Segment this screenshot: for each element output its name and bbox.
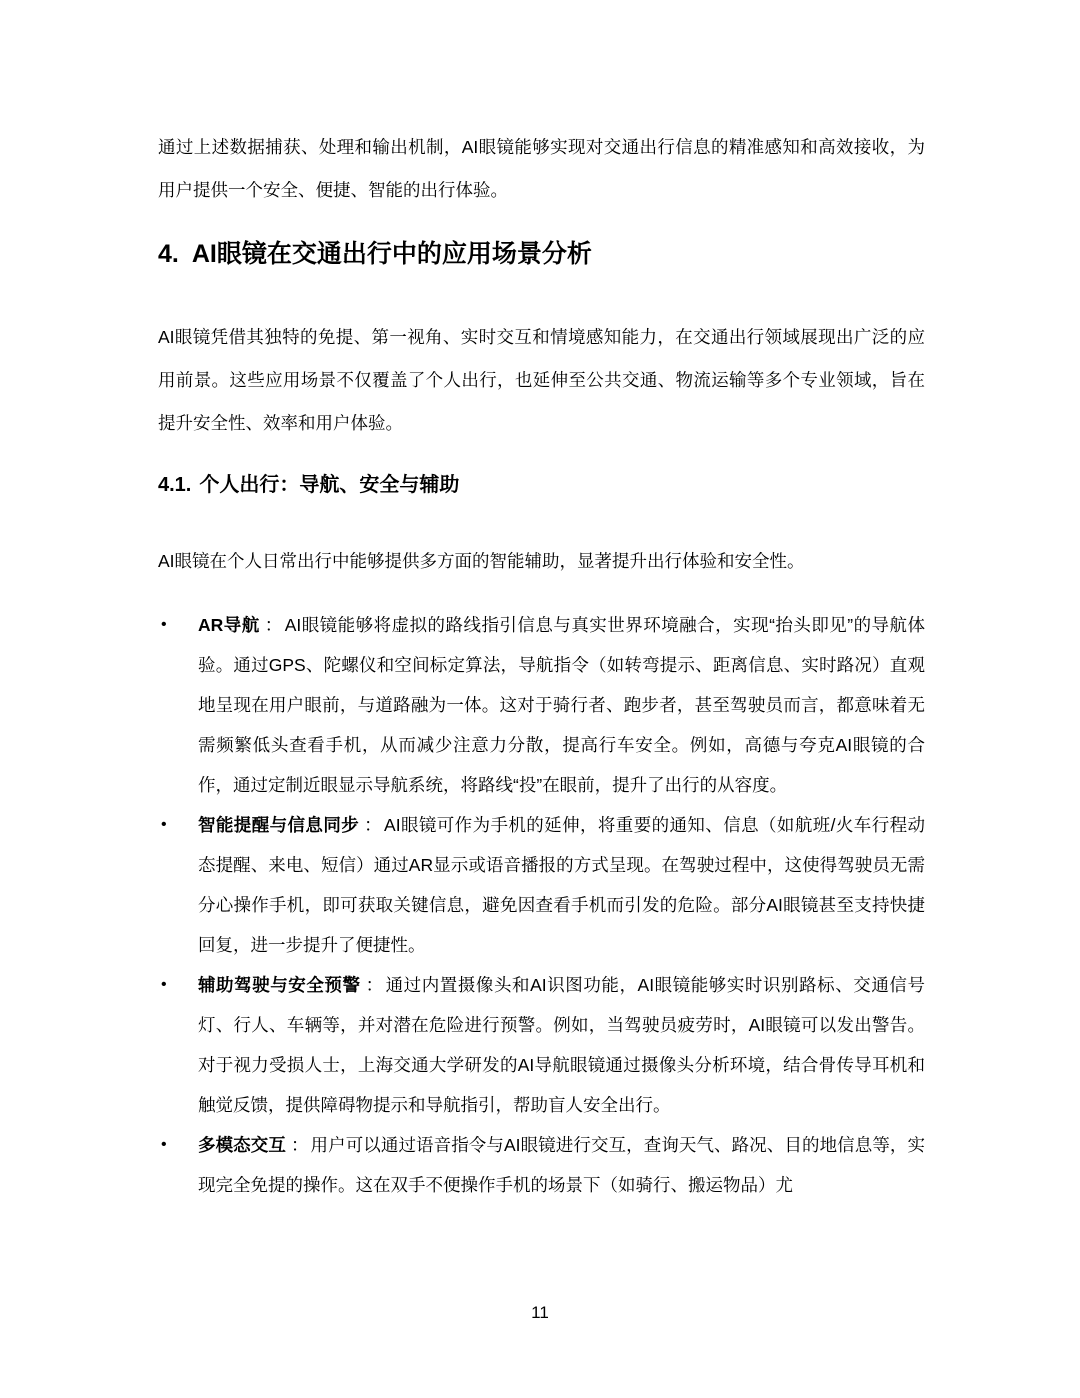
bullet-icon: • — [161, 976, 167, 993]
bullet-label: AR导航 — [198, 615, 260, 635]
list-item — [158, 965, 925, 1125]
subsection-lead-paragraph: AI眼镜在个人日常出行中能够提供多方面的智能辅助，显著提升出行体验和安全性。 — [158, 551, 805, 571]
bullet-icon: • — [161, 816, 167, 833]
bullet-text: 用户可以通过语音指令与AI眼镜进行交互，查询天气、路况、目的地信息等，实现完全免提的操作。这在双手不便操作手机的场景下（如骑行、搬运物品）尤 — [198, 1135, 925, 1195]
bullet-separator: ： — [365, 975, 384, 995]
page-number: 11 — [531, 1303, 549, 1322]
list-item — [158, 805, 925, 965]
list-item — [158, 1125, 925, 1205]
bullet-text: 通过内置摄像头和AI识图功能，AI眼镜能够实时识别路标、交通信号灯、行人、车辆等，并对潜在危险进行预警。例如，当驾驶员疲劳时，AI眼镜可以发出警告。对于视力受损人士，上海交通大学研发的AI导航眼镜通过摄像头分析环境，结合骨传导耳机和触觉反馈，提供障碍物提示和导航指引，帮助盲人安全出行。 — [198, 975, 925, 1115]
intro-paragraph: 通过上述数据捕获、处理和输出机制，AI眼镜能够实现对交通出行信息的精准感知和高效接收，为用户提供一个安全、便捷、智能的出行体验。 — [158, 137, 925, 200]
section-heading — [158, 236, 925, 272]
list-item — [158, 605, 925, 805]
bullet-list — [158, 605, 925, 1205]
bullet-text: AI眼镜能够将虚拟的路线指引信息与真实世界环境融合，实现“抬头即见”的导航体验。通过GPS、陀螺仪和空间标定算法，导航指令（如转弯提示、距离信息、实时路况）直观地呈现在用户眼前，与道路融为一体。这对于骑行者、跑步者，甚至驾驶员而言，都意味着无需频繁低头查看手机，从而减少注意力分散，提高行车安全。例如，高德与夸克AI眼镜的合作，通过定制近眼显示导航系统，将路线“投”在眼前，提升了出行的从容度。 — [198, 615, 926, 795]
subsection-heading — [158, 470, 925, 500]
section-number: 4. — [158, 240, 179, 268]
bullet-separator: ： — [264, 615, 283, 635]
bullet-icon: • — [161, 616, 167, 633]
subsection-title: 个人出行：导航、安全与辅助 — [199, 474, 460, 496]
bullet-icon: • — [161, 1136, 167, 1153]
bullet-text: AI眼镜可作为手机的延伸，将重要的通知、信息（如航班/火车行程动态提醒、来电、短信）通过AR显示或语音播报的方式呈现。在驾驶过程中，这使得驾驶员无需分心操作手机，即可获取关键信息，避免因查看手机而引发的危险。部分AI眼镜甚至支持快捷回复，进一步提升了便捷性。 — [198, 815, 925, 955]
bullet-separator: ： — [290, 1135, 309, 1155]
bullet-label: 多模态交互 — [198, 1135, 286, 1155]
subsection-number: 4.1. — [158, 474, 192, 496]
section-title: AI眼镜在交通出行中的应用场景分析 — [191, 240, 592, 268]
bullet-separator: ： — [364, 815, 383, 835]
bullet-label: 智能提醒与信息同步 — [198, 815, 360, 835]
section-lead-paragraph: AI眼镜凭借其独特的免提、第一视角、实时交互和情境感知能力，在交通出行领域展现出广泛的应用前景。这些应用场景不仅覆盖了个人出行，也延伸至公共交通、物流运输等多个专业领域，旨在提升安全性、效率和用户体验。 — [158, 327, 925, 433]
bullet-label: 辅助驾驶与安全预警 — [198, 975, 361, 995]
